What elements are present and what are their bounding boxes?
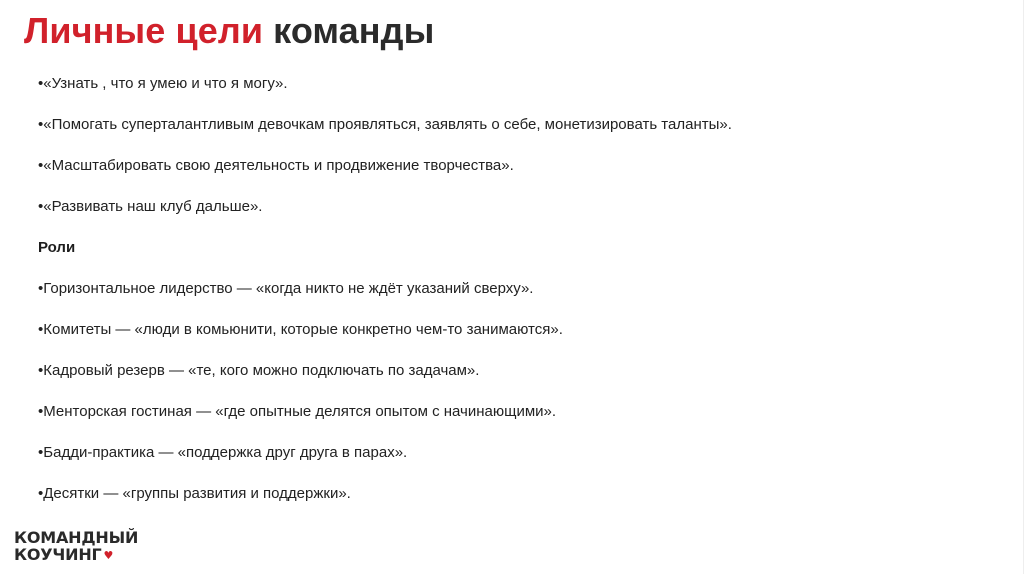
goal-item: •«Помогать суперталантливым девочкам проявляться, заявлять о себе, монетизировать таланты». xyxy=(38,116,732,133)
logo-line-1: КОМАНДНЫЙ xyxy=(14,528,139,547)
title-accent: Личные цели xyxy=(24,10,264,51)
role-item: •Менторская гостиная — «где опытные делятся опытом с начинающими». xyxy=(38,403,557,420)
heart-icon: ♥ xyxy=(103,549,114,562)
goal-item: •«Узнать , что я умею и что я могу». xyxy=(38,75,288,92)
goal-item: •«Развивать наш клуб дальше». xyxy=(38,198,263,215)
slide-title xyxy=(24,8,434,54)
role-item: •Комитеты — «люди в комьюнити, которые конкретно чем-то занимаются». xyxy=(38,321,563,338)
goal-item: •«Масштабировать свою деятельность и продвижение творчества». xyxy=(38,157,514,174)
role-item: •Бадди-практика — «поддержка друг друга в парах». xyxy=(38,444,408,461)
logo-line-2: КОУЧИНГ xyxy=(14,545,102,564)
brand-logo xyxy=(14,529,164,564)
logo-line-2-wrap xyxy=(14,546,164,564)
role-item: •Горизонтальное лидерство — «когда никто не ждёт указаний сверху». xyxy=(38,280,534,297)
title-rest: команды xyxy=(273,10,435,51)
roles-heading: Роли xyxy=(38,239,76,256)
role-item: •Десятки — «группы развития и поддержки». xyxy=(38,485,351,502)
role-item: •Кадровый резерв — «те, кого можно подключать по задачам». xyxy=(38,362,480,379)
content-list xyxy=(38,72,998,523)
